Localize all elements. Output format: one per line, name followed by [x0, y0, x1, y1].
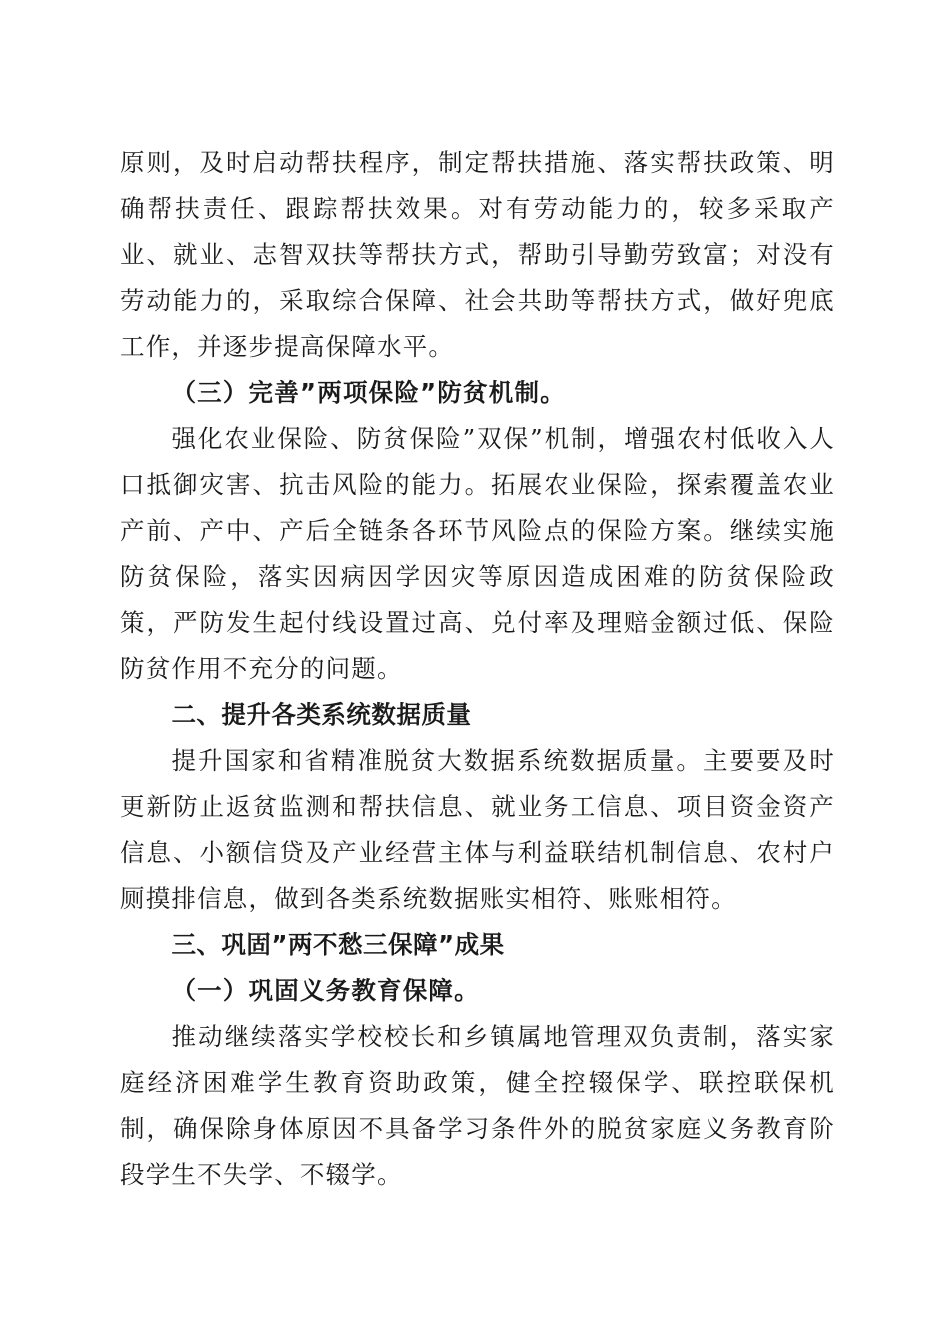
section-title-consolidate: 三、巩固”两不愁三保障”成果 — [171, 930, 505, 959]
paragraph-education: 推动继续落实学校校长和乡镇属地管理双负责制，落实家庭经济困难学生教育资助政策，健全控辍保学、联控联保机制，确保除身体原因不具备学习条件外的脱贫家庭义务教育阶段学生不失学、不辍学。 — [120, 1022, 835, 1189]
subsection-title-insurance: （三）完善”两项保险”防贫机制。 — [171, 378, 566, 407]
section-title-data-quality: 二、提升各类系统数据质量 — [171, 700, 472, 729]
document-body — [120, 140, 835, 1198]
paragraph-continuation: 原则，及时启动帮扶程序，制定帮扶措施、落实帮扶政策、明确帮扶责任、跟踪帮扶效果。对有劳动能力的，较多采取产业、就业、志智双扶等帮扶方式，帮助引导勤劳致富；对没有劳动能力的，采取综合保障、社会共助等帮扶方式，做好兜底工作，并逐步提高保障水平。 — [120, 148, 835, 361]
subsection-title-education: （一）巩固义务教育保障。 — [171, 976, 480, 1005]
paragraph-insurance: 强化农业保险、防贫保险”双保”机制，增强农村低收入人口抵御灾害、抗击风险的能力。拓展农业保险，探索覆盖农业产前、产中、产后全链条各环节风险点的保险方案。继续实施防贫保险，落实因病因学因灾等原因造成困难的防贫保险政策，严防发生起付线设置过高、兑付率及理赔金额过低、保险防贫作用不充分的问题。 — [120, 424, 835, 683]
paragraph-data-quality: 提升国家和省精准脱贫大数据系统数据质量。主要要及时更新防止返贫监测和帮扶信息、就业务工信息、项目资金资产信息、小额信贷及产业经营主体与利益联结机制信息、农村户厕摸排信息，做到各类系统数据账实相符、账账相符。 — [120, 746, 835, 913]
